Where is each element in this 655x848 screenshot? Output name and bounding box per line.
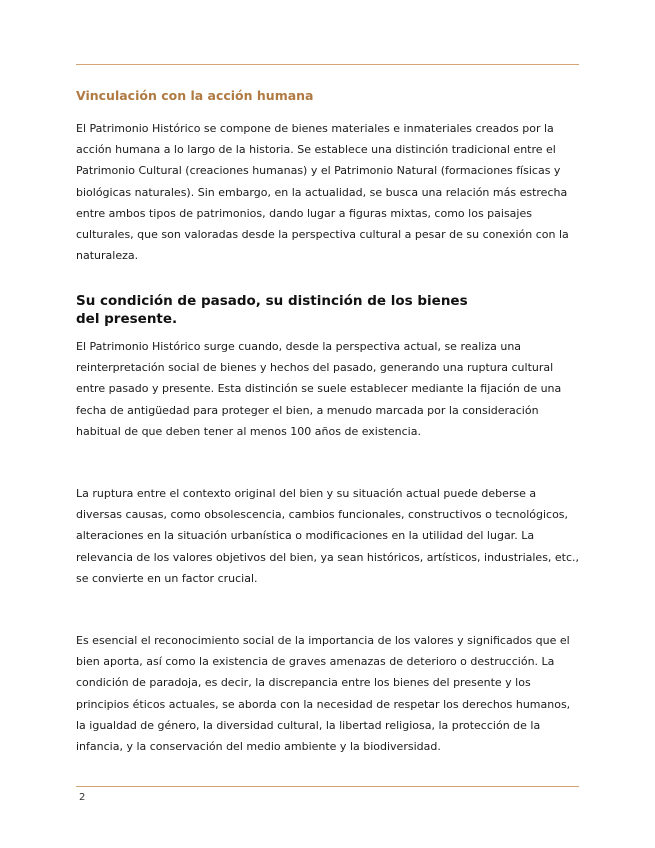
section-heading-condicion-pasado: Su condición de pasado, su distinción de los bienes del presente.: [76, 293, 468, 327]
section-paragraph-ruptura: La ruptura entre el contexto original del bien y su situación actual puede deberse a diversas causas, como obsolescencia, cambios funcionales, constructivos o tecnológicos, alteraciones en la situación urbanística o modificaciones en la utilidad del lugar. La relevancia de los valores objetivos del bien, ya sean históricos, artísticos, industriales, etc., se convierte en un factor crucial.: [76, 487, 580, 585]
bottom-divider: [76, 786, 579, 787]
section-heading-vinculacion: Vinculación con la acción humana: [76, 88, 314, 103]
top-divider: [76, 64, 579, 65]
section-paragraph-surgimiento: El Patrimonio Histórico surge cuando, desde la perspectiva actual, se realiza una reinterpretación social de bienes y hechos del pasado, generando una ruptura cultural entre pasado y presente. Esta distinción se suele establecer mediante la fijación de una fecha de antigüedad para proteger el bien, a menudo marcada por la consideración habitual de que deben tener al menos 100 años de existencia.: [76, 340, 562, 438]
section-paragraph-reconocimiento: Es esencial el reconocimiento social de la importancia de los valores y significados que el bien aporta, así como la existencia de graves amenazas de deterioro o destrucción. La condición de paradoja, es decir, la discrepancia entre los bienes del presente y los principios éticos actuales, se aborda con la necesidad de respetar los derechos humanos, la igualdad de género, la diversidad cultural, la libertad religiosa, la protección de la infancia, y la conservación del medio ambiente y la biodiversidad.: [76, 634, 571, 754]
page-number: 2: [79, 792, 86, 803]
section-paragraph-vinculacion: El Patrimonio Histórico se compone de bienes materiales e inmateriales creados por la acción humana a lo largo de la historia. Se establece una distinción tradicional entre el Patrimonio Cultural (creaciones humanas) y el Patrimonio Natural (formaciones físicas y biológicas naturales). Sin embargo, en la actualidad, se busca una relación más estrecha entre ambos tipos de patrimonios, dando lugar a figuras mixtas, como los paisajes culturales, que son valoradas desde la perspectiva cultural a pesar de su conexión con la naturaleza.: [76, 122, 569, 263]
